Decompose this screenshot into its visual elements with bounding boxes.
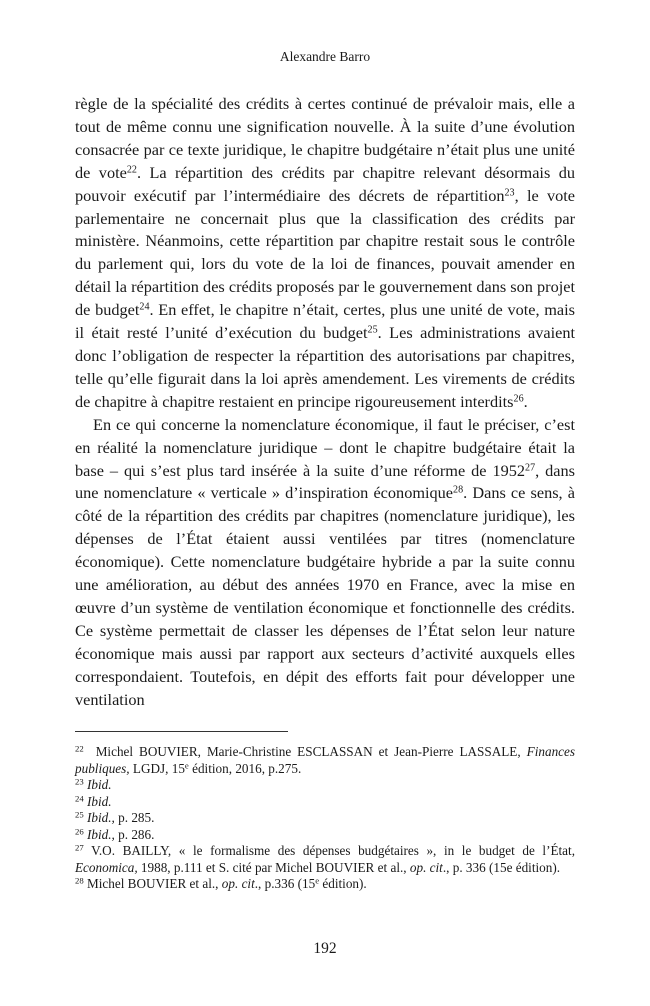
italic-run: op. cit [221, 876, 255, 891]
paragraph-2 [75, 414, 575, 712]
text-run: ., p.336 (15 [254, 876, 316, 891]
italic-run: Ibid. [87, 777, 112, 792]
text-run: LGDJ, 15 [129, 760, 185, 776]
footnote-number: 27 [75, 842, 84, 853]
text-run: . Dans ce sens, à côté de la répartition des crédits par chapitres (nomenclature juridique), les dépenses de l’État étaient aussi ventilées par titres (nomenclature économique). Cette nomenclature budgétaire hybride a par la suite connu une amélioration, au début des années 1970 en France, avec la mise en œuvre d’un système de ventilation économique et fonctionnelle des crédits. Ce système permettait de classer les dépenses de l’État selon leur nature économique mais aussi par rapport aux secteurs d’activité auxquels elles correspondaient. Toutefois, en dépit des efforts fait pour développer une ventilation [75, 483, 575, 709]
footnote-ref-23: 23 [504, 187, 515, 199]
footnote-ref-24: 24 [139, 301, 150, 313]
text-run: p. 285. [114, 810, 155, 825]
footnote-number: 23 [75, 776, 84, 787]
footnote-separator [75, 731, 288, 732]
footnote-ref-28: 28 [453, 484, 464, 496]
footnote-ref-26: 26 [513, 393, 524, 405]
footnote-25 [75, 810, 575, 827]
footnote-ref-22: 22 [126, 164, 137, 176]
text-run: . En effet, le chapitre n’était, certes, plus une unité de vote, mais il était resté l’unité d’exécution du budget [75, 300, 575, 343]
page-number: 192 [313, 940, 337, 957]
footnote-24 [75, 794, 575, 811]
text-run: Michel BOUVIER, Marie-Christine ESCLASSAN et Jean-Pierre LASSALE, [95, 744, 527, 759]
footnotes [75, 744, 575, 893]
body-text [75, 93, 575, 711]
italic-run: op. cit [409, 859, 443, 875]
text-run: . Les administrations avaient donc l’obligation de respecter la répartition des autorisations par chapitres, telle qu’elle figurait dans la loi après amendement. Les virements de crédits de chapitre à chapitre restaient en principe rigoureusement interdits [75, 323, 576, 411]
footnote-number: 28 [75, 875, 84, 886]
text-run: règle de la spécialité des crédits à certes continué de prévaloir mais, elle a tout de même connu une signification nouvelle. À la suite d’une évolution consacrée par ce texte juridique, le chapitre budgétaire n’était plus une unité de vote [75, 94, 575, 182]
footnote-28 [75, 876, 575, 893]
italic-run: Economica, [75, 859, 138, 875]
italic-run: Ibid. [87, 793, 112, 809]
footnote-ref-25: 25 [367, 324, 378, 336]
running-head: Alexandre Barro [279, 49, 371, 64]
italic-run: Ibid., [87, 826, 115, 842]
italic-run: Ibid., [87, 810, 115, 825]
italic-run: Finances publiques, [75, 744, 576, 776]
footnote-26 [75, 827, 575, 844]
text-run: édition). [319, 876, 367, 891]
text-run: . La répartition des crédits par chapitre relevant désormais du pouvoir exécutif par l’intermédiaire des décrets de répartition [75, 162, 576, 205]
footnote-number: 24 [75, 793, 84, 804]
text-run: ., p. 336 (15e édition). [442, 859, 561, 875]
text-run: , le vote parlementaire ne concernait plus que la classification des crédits par ministère. Néanmoins, cette répartition par chapitre restait sous le contrôle du parlement qui, lors du vote de la loi de finances, pouvait amender en détail la répartition des crédits proposés par le gouvernement dans son projet de budget [75, 185, 575, 320]
footnote-number: 26 [75, 826, 84, 837]
text-run: 1988, p.111 et S. cité par Michel BOUVIER et al., [137, 859, 410, 875]
text-run: Michel BOUVIER et al., [87, 876, 222, 891]
text-run: . [523, 391, 528, 411]
footnote-ref-27: 27 [525, 461, 536, 473]
text-run: , dans une nomenclature « verticale » d’inspiration économique [75, 460, 576, 503]
text-run: p. 286. [114, 826, 155, 842]
superscript: e [315, 875, 320, 886]
footnote-23 [75, 777, 575, 794]
footnote-22 [75, 744, 575, 777]
superscript: e [184, 760, 189, 771]
text-run: V.O. BAILLY, « le formalisme des dépenses budgétaires », in le budget de l’État, [91, 843, 576, 858]
footnote-number: 25 [75, 809, 84, 820]
text-run: En ce qui concerne la nomenclature économique, il faut le préciser, c’est en réalité la nomenclature juridique – dont le chapitre budgétaire était la base – qui s’est plus tard insérée à la suite d’une réforme de 1952 [75, 414, 575, 480]
text-run: édition, 2016, p.275. [188, 760, 302, 776]
footnote-number: 22 [75, 743, 84, 754]
paragraph-1 [75, 93, 575, 414]
footnote-27 [75, 843, 575, 876]
